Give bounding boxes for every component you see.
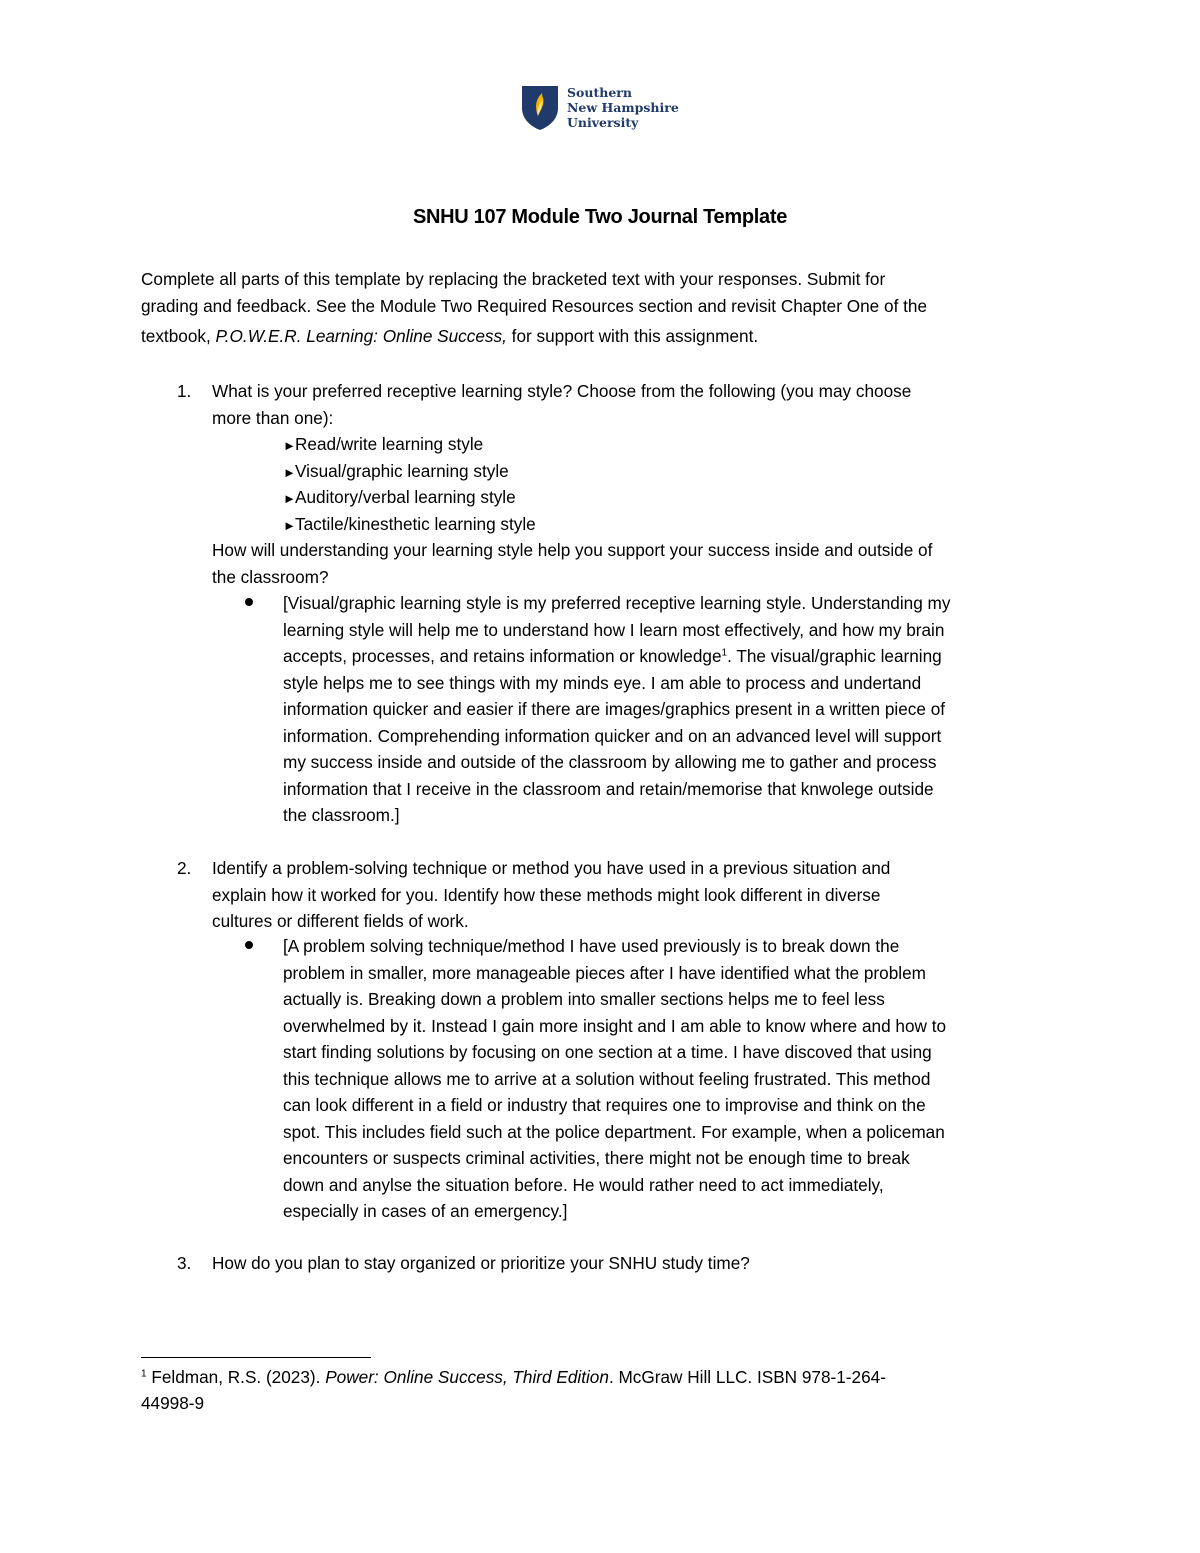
triangle-icon: ► [283, 438, 296, 453]
answer-2 [283, 933, 1073, 1225]
answer-line: style helps me to see things with my minds eye. I am able to process and undertand [283, 672, 922, 693]
footnote-publisher: . McGraw Hill LLC. ISBN 978-1-264- [608, 1367, 886, 1387]
answer-line: my success inside and outside of the classroom by allowing me to gather and process [283, 752, 937, 772]
answer-line: this technique allows me to arrive at a solution without feeling frustrated. This method [283, 1068, 931, 1089]
footnote-separator [141, 1357, 371, 1358]
intro-text: textbook, [141, 326, 216, 346]
question-line: explain how it worked for you. Identify how these methods might look different in diverse [212, 884, 881, 905]
page-title: SNHU 107 Module Two Journal Template [412, 206, 788, 228]
question-line: cultures or different fields of work. [212, 911, 469, 931]
question-line: Identify a problem-solving technique or method you have used in a previous situation and [212, 858, 891, 878]
list-item [283, 511, 883, 538]
question-number: 3. [177, 1253, 192, 1273]
answer-line: information that I receive in the classroom and retain/memorise that knwolege outside [283, 778, 934, 799]
question-1-followup [212, 537, 1062, 590]
answer-1 [283, 590, 1073, 829]
question-number: 2. [177, 858, 192, 878]
intro-text: for support with this assignment. [506, 326, 759, 346]
triangle-icon: ► [283, 464, 296, 480]
footnote-title: Power: Online Success, Third Edition [325, 1367, 609, 1387]
answer-line: encounters or suspects criminal activities, there might not be enough time to break [283, 1148, 910, 1168]
learning-style-list [283, 431, 883, 537]
list-item-label: Read/write learning style [295, 434, 484, 454]
footnote-marker: 1 [141, 1368, 147, 1380]
answer-line: spot. This includes field such at the police department. For example, when a policeman [283, 1121, 945, 1142]
answer-line [283, 643, 1073, 670]
instructions-paragraph [141, 266, 1061, 350]
answer-line: overwhelmed by it. Instead I gain more insight and I am able to know where and how to [283, 1015, 947, 1036]
answer-line: especially in cases of an emergency.] [283, 1201, 568, 1221]
bullet-icon [245, 598, 253, 606]
list-item-label: Tactile/kinesthetic learning style [295, 513, 536, 534]
textbook-title: P.O.W.E.R. Learning: Online Success, [215, 326, 507, 346]
answer-line: [A problem solving technique/method I have used previously is to break down the [283, 936, 900, 956]
question-line: How do you plan to stay organized or prioritize your SNHU study time? [212, 1253, 750, 1273]
question-1-text [212, 378, 1062, 431]
question-3-text [212, 1250, 1062, 1277]
intro-line [141, 323, 1061, 350]
answer-line: information quicker and easier if there are images/graphics present in a written piece of [283, 699, 946, 719]
logo-line-2: New Hampshire [567, 100, 679, 115]
intro-line: grading and feedback. See the Module Two Required Resources section and revisit Chapter One of the [141, 295, 928, 316]
logo-line-3: University [567, 115, 639, 130]
bullet-icon [245, 941, 253, 949]
question-2-text [212, 855, 1062, 935]
footnote-line: 44998-9 [141, 1393, 205, 1413]
answer-line: down and anylse the situation before. He would rather need to act immediately, [283, 1174, 884, 1195]
answer-line: can look different in a field or industry that requires one to improvise and think on the [283, 1095, 926, 1115]
answer-line: start finding solutions by focusing on one section at a time. I have discoved that using [283, 1042, 932, 1062]
answer-text: accepts, processes, and retains information or knowledge [283, 646, 722, 666]
footnote-line [141, 1364, 1071, 1390]
footnote-reference[interactable]: 1 [721, 647, 728, 659]
university-logo [520, 84, 700, 134]
shield-icon [520, 84, 560, 132]
list-item-label: Auditory/verbal learning style [295, 487, 516, 507]
question-line: What is your preferred receptive learning style? Choose from the following (you may choose [212, 381, 912, 401]
answer-line: [Visual/graphic learning style is my preferred receptive learning style. Understanding my [283, 593, 951, 613]
list-item [283, 431, 883, 458]
answer-line: information. Comprehending information quicker and on an advanced level will support [283, 725, 942, 746]
question-line: more than one): [212, 407, 334, 428]
triangle-icon: ► [283, 491, 296, 506]
answer-line: problem in smaller, more manageable pieces after I have identified what the problem [283, 962, 926, 983]
list-item [283, 484, 883, 511]
footnote-author: Feldman, R.S. (2023). [146, 1367, 326, 1387]
footnote [141, 1364, 1071, 1416]
list-item [283, 458, 883, 485]
answer-line: actually is. Breaking down a problem into smaller sections helps me to feel less [283, 989, 885, 1009]
answer-line: learning style will help me to understand how I learn most effectively, and how my brain [283, 619, 945, 640]
logo-line-1: Southern [567, 85, 632, 100]
answer-text: . The visual/graphic learning [727, 646, 942, 666]
answer-line: the classroom.] [283, 805, 400, 825]
list-item-label: Visual/graphic learning style [295, 460, 509, 481]
intro-line: Complete all parts of this template by replacing the bracketed text with your responses. Submit for [141, 269, 886, 289]
question-line: the classroom? [212, 566, 329, 587]
triangle-icon: ► [283, 517, 296, 533]
question-line: How will understanding your learning style help you support your success inside and outside of [212, 540, 933, 560]
question-number: 1. [177, 381, 192, 401]
